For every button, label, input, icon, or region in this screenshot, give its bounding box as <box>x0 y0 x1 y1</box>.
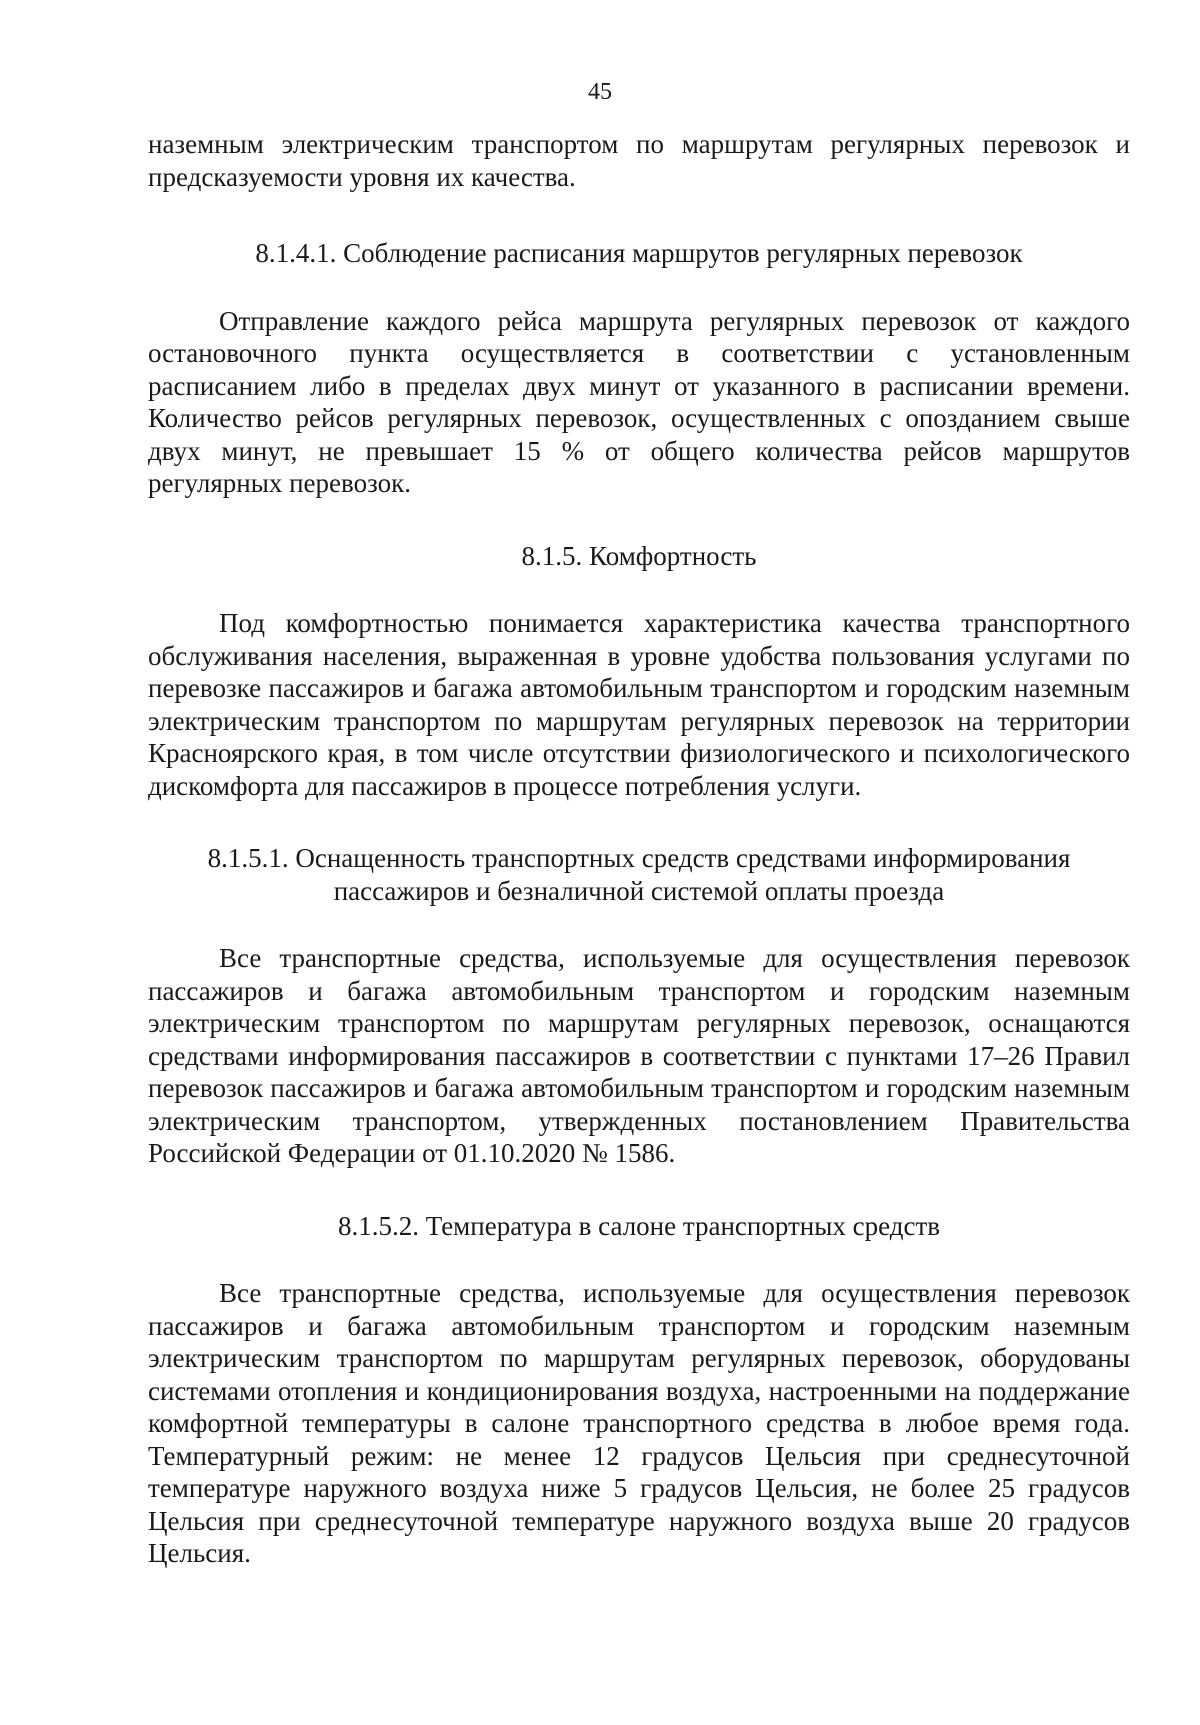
page-number: 45 <box>588 79 612 105</box>
section-heading-8-1-5-1-line-1: 8.1.5.1. Оснащенность транспортных средств средствами информирования <box>207 843 1071 873</box>
document-body <box>148 128 1130 1570</box>
section-heading-8-1-5: 8.1.5. Комфортность <box>521 540 757 571</box>
section-heading-8-1-5-1 <box>148 842 1130 907</box>
section-heading-8-1-5-1-line-2: пассажиров и безналичной системой оплаты проезда <box>333 875 945 906</box>
section-heading-8-1-5-2: 8.1.5.2. Температура в салоне транспортных средств <box>337 1210 941 1241</box>
section-paragraph-8-1-5-1: Все транспортные средства, используемые для осуществления перевозок пассажиров и багажа автомобильным транспортом и городским наземным электрическим транспортом по маршрутам регулярных перевозок, оснащаются средствами информирования пассажиров в соответствии с пунктами 17–26 Правил перевозок пассажиров и багажа автомобильным транспортом и городским наземным электрическим транспортом, утвержденных постановлением Правительства Российской Федерации от 01.10.2020 № 1586. <box>148 943 1130 1168</box>
intro-paragraph: наземным электрическим транспортом по маршрутам регулярных перевозок и предсказуемости уровня их качества. <box>148 129 1130 192</box>
section-heading-8-1-4-1: 8.1.4.1. Соблюдение расписания маршрутов регулярных перевозок <box>255 238 1023 268</box>
section-paragraph-8-1-5-2: Все транспортные средства, используемые для осуществления перевозок пассажиров и багажа автомобильным транспортом и городским наземным электрическим транспортом по маршрутам регулярных перевозок, оборудованы системами отопления и кондиционирования воздуха, настроенными на поддержание комфортной температуры в салоне транспортного средства в любое время года. Температурный режим: не менее 12 градусов Цельсия при среднесуточной температуре наружного воздуха ниже 5 градусов Цельсия, не более 25 градусов Цельсия при среднесуточной температуре наружного воздуха выше 20 градусов Цельсия. <box>148 1278 1130 1568</box>
section-paragraph-8-1-5: Под комфортностью понимается характеристика качества транспортного обслуживания населения, выраженная в уровне удобства пользования услугами по перевозке пассажиров и багажа автомобильным транспортом и городским наземным электрическим транспортом по маршрутам регулярных перевозок на территории Красноярского края, в том числе отсутствии физиологического и психологического дискомфорта для пассажиров в процессе потребления услуги. <box>148 608 1130 801</box>
section-paragraph-8-1-4-1: Отправление каждого рейса маршрута регулярных перевозок от каждого остановочного пункта осуществляется в соответствии с установленным расписанием либо в пределах двух минут от указанного в расписании времени. Количество рейсов регулярных перевозок, осуществленных с опозданием свыше двух минут, не превышает 15 % от общего количества рейсов маршрутов регулярных перевозок. <box>148 305 1130 498</box>
